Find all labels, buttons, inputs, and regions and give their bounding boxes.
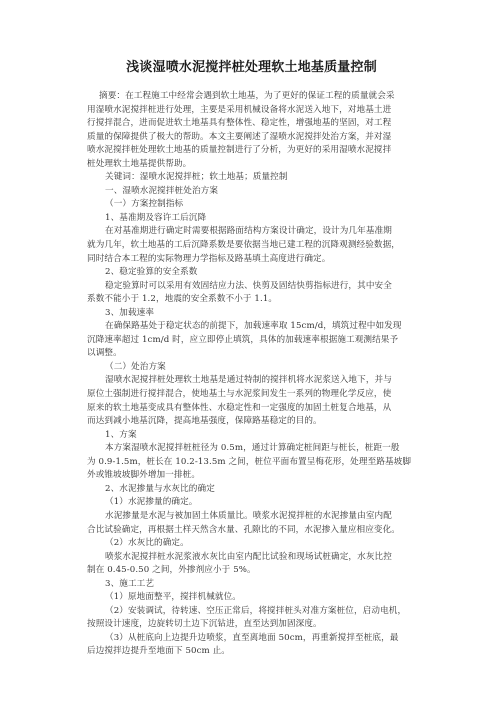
text-line: 喷水泥搅拌桩处理软土地基的质量控制进行了分析，为更好的采用湿喷水泥搅拌 <box>87 145 392 156</box>
text-line: 2、稳定验算的安全系数 <box>105 267 198 278</box>
text-line: 在对基准期进行确定时需要根据路面结构方案设计确定，设计为几年基准期 <box>105 226 392 237</box>
text-line: （2）安装调试，待转速、空压正常后，将搅拌桩头对准方案桩位，启动电机， <box>105 605 407 616</box>
text-line: 按照设计速度，边旋转切土边下沉钻进，直至达到加固深度。 <box>87 619 322 630</box>
text-line: 3、施工工艺 <box>105 578 155 589</box>
text-line: 关键词：湿喷水泥搅拌桩；软土地基；质量控制 <box>105 172 288 183</box>
text-line: 以调整。 <box>87 348 122 359</box>
text-line: 行搅拌混合，进而促进软土地基具有整体性、稳定性，增强地基的坚固，对工程 <box>87 118 392 129</box>
text-line: 同时结合本工程的实际物理力学指标及路基填土高度进行确定。 <box>87 253 331 264</box>
text-line: 沉降速率超过 1cm/d 时，应立即停止填筑，具体的加载速率根据施工观测结果予 <box>87 334 399 345</box>
text-line: （一）方案控制指标 <box>105 199 184 210</box>
text-line: 一、湿喷水泥搅拌桩处治方案 <box>105 185 219 196</box>
text-line: 3、加载速率 <box>105 307 155 318</box>
text-line: 桩处理软土地基提供帮助。 <box>87 158 192 169</box>
text-line: 2、水泥掺量与水灰比的确定 <box>105 483 215 494</box>
text-line: 稳定验算时可以采用有效固结应力法、快剪及固结快剪指标进行，其中安全 <box>105 280 392 291</box>
text-line: （1）原地面整平，搅拌机械就位。 <box>105 592 241 603</box>
text-line: 水泥掺量是水泥与被加固土体质量比。喷浆水泥搅拌桩的水泥掺量由室内配 <box>105 510 392 521</box>
text-line: 合比试验确定，再根据土样天然含水量、孔隙比的不同，水泥掺入量应相应变化。 <box>87 524 400 535</box>
text-line: （二）处治方案 <box>105 361 166 372</box>
text-line: 后边搅拌边提升至地面下 50cm 止。 <box>87 646 230 657</box>
text-line: 质量的保障提供了极大的帮助。本文主要阐述了湿喷水泥搅拌处治方案，并对湿 <box>87 131 392 142</box>
text-line: 系数不能小于 1.2，地震的安全系数不小于 1.1。 <box>87 294 278 305</box>
text-line: 在确保路基处于稳定状态的前提下，加载速率取 15cm/d，填筑过程中如发现 <box>105 321 402 332</box>
text-line: 外或锥坡坡脚外增加一排桩。 <box>87 470 201 481</box>
text-line: 1、方案 <box>105 429 137 440</box>
text-line: 用湿喷水泥搅拌桩进行处理，主要是采用机械设备将水泥送入地下，对地基土进 <box>87 104 392 115</box>
text-line: 喷浆水泥搅拌桩水泥浆液水灰比由室内配比试验和现场试桩确定，水灰比控 <box>105 551 392 562</box>
text-line: （1）水泥掺量的确定。 <box>105 497 198 508</box>
text-line: 湿喷水泥搅拌桩处理软土地基是通过特制的搅拌机将水泥浆送入地下，并与 <box>105 375 392 386</box>
text-line: 制在 0.45-0.50 之间，外掺剂应小于 5%。 <box>87 565 256 576</box>
text-line: 原位土强制进行搅拌混合，使地基土与水泥浆间发生一系列的物理化学反应，使 <box>87 389 392 400</box>
text-line: （3）从桩底向上边提升边喷浆，直至离地面 50cm，再重新搅拌至桩底，最 <box>105 632 399 643</box>
text-line: （2）水灰比的确定。 <box>105 538 189 549</box>
document-title: 浅谈湿喷水泥搅拌桩处理软土地基质量控制 <box>126 60 377 75</box>
document-body <box>87 90 416 659</box>
text-line: 为 0.9-1.5m，桩长在 10.2-13.5m 之间，桩位平面布置呈梅花形，处理至路基坡脚 <box>87 456 412 467</box>
text-line: 摘要：在工程施工中经常会遇到软土地基，为了更好的保证工程的质量就会采 <box>99 91 395 101</box>
text-line: 原来的软土地基变成具有整体性、水稳定性和一定强度的加固土桩复合地基，从 <box>87 402 392 413</box>
text-line: 而达到减小地基沉降，提高地基强度，保障路基稳定的目的。 <box>87 416 322 427</box>
text-line: 本方案湿喷水泥搅拌桩桩径为 0.5m，通过计算确定桩间距与桩长，桩距一般 <box>105 443 400 454</box>
text-line: 就为几年，软土地基的工后沉降系数是要依据当地已建工程的沉降观测经验数据， <box>87 240 400 251</box>
text-line: 1、基准期及容许工后沉降 <box>105 212 207 223</box>
